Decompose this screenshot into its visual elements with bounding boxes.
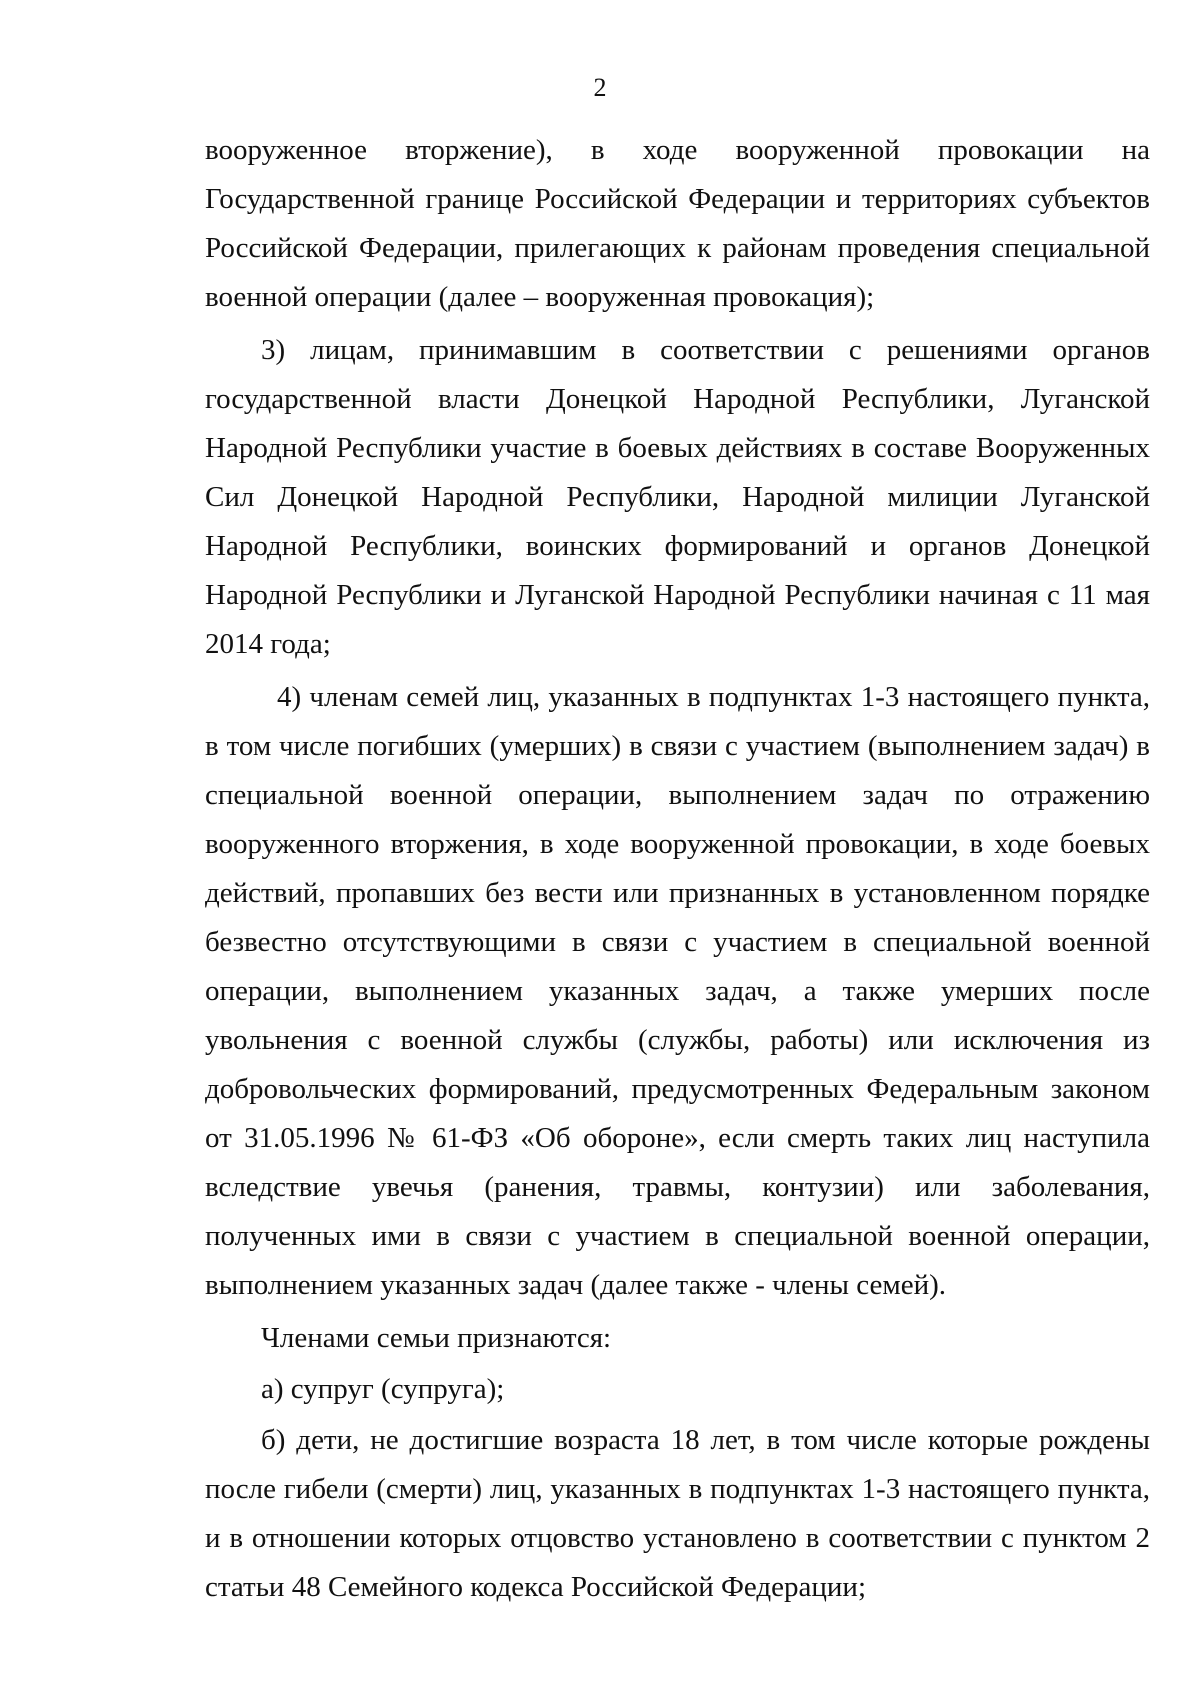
paragraph-item-a: а) супруг (супруга); bbox=[261, 1373, 505, 1405]
page-number: 2 bbox=[593, 73, 607, 102]
paragraph-continuation: вооруженное вторжение), в ходе вооруженной провокации на Государственной границе Российской Федерации и территориях субъектов Российской Федерации, прилегающих к районам проведения специальной военной операции (далее – вооруженная провокация); bbox=[205, 134, 1150, 313]
document-body bbox=[205, 126, 1150, 1614]
paragraph-item-b: б) дети, не достигшие возраста 18 лет, в том числе которые рождены после гибели (смерти) лиц, указанных в подпунктах 1-3 настоящего пункта, и в отношении которых отцовство установлено в соответствии с пунктом 2 статьи 48 Семейного кодекса Российской Федерации; bbox=[205, 1424, 1150, 1603]
paragraph-item-3: 3) лицам, принимавшим в соответствии с решениями органов государственной власти Донецкой Народной Республики, Луганской Народной Республики участие в боевых действиях в составе Вооруженных Сил Донецкой Народной Республики, Народной милиции Луганской Народной Республики, воинских формирований и органов Донецкой Народной Республики и Луганской Народной Республики начиная с 11 мая 2014 года; bbox=[205, 334, 1150, 660]
paragraph-item-4: 4) членам семей лиц, указанных в подпунктах 1-3 настоящего пункта, в том числе погибших (умерших) в связи с участием (выполнением задач) в специальной военной операции, выполнением задач по отражению вооруженного вторжения, в ходе вооруженной провокации, в ходе боевых действий, пропавших без вести или признанных в установленном порядке безвестно отсутствующими в связи с участием в специальной военной операции, выполнением указанных задач, а также умерших после увольнения с военной службы (службы, работы) или исключения из добровольческих формирований, предусмотренных Федеральным законом от 31.05.1996 № 61-ФЗ «Об обороне», если смерть таких лиц наступила вследствие увечья (ранения, травмы, контузии) или заболевания, полученных ими в связи с участием в специальной военной операции, выполнением указанных задач (далее также - члены семей). bbox=[205, 681, 1150, 1301]
paragraph-family-members-heading: Членами семьи признаются: bbox=[261, 1322, 612, 1354]
